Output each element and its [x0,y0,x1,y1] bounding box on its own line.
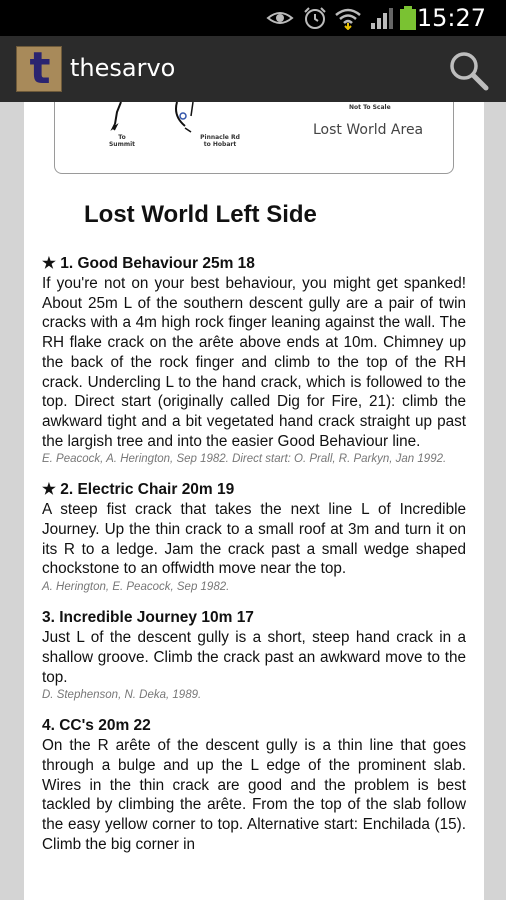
content-scroll[interactable] [0,102,506,900]
route-first-ascent: A. Herington, E. Peacock, Sep 1982. [42,581,230,594]
area-map [54,102,454,174]
section-title: Lost World Left Side [84,201,317,228]
route-description: If you're not on your best behaviour, you might get spanked! About 25m L of the southern descent gully are a pair of twin cracks with a 4m high rock finger leaning against the wall. The RH flake crack on the arête above ends at 10m. Chimney up the back of the rock finger and climb to the top of the RH crack. Undercling L to the hand crack, which is followed to the top. Direct start (originally called Dig for Fire, 21): climb the awkward tight and a bit vegetated hand crack straight up past the largish tree and into the easier Good Behaviour line. [42,275,466,450]
route-description: A steep fist crack that takes the next line L of Incredible Journey. Up the thin crack to a small roof at 3m and turn it on its R to a ledge. Jam the crack past a small wedge shaped chockstone to an offwidth move near the top. [42,501,466,578]
app-logo[interactable] [16,46,62,92]
route-heading: ★ 2. Electric Chair 20m 19 [42,481,235,499]
status-time: 15:27 [416,4,486,32]
route-list [42,254,466,868]
app-logo-letter: t [29,46,51,92]
map-summit-label: To Summit [108,134,136,148]
route-heading: 4. CC's 20m 22 [42,717,151,735]
app-title: thesarvo [70,54,176,82]
battery-icon [398,6,418,30]
alarm-icon [302,6,328,30]
status-bar [0,0,506,36]
action-bar [0,36,506,102]
route-item[interactable] [42,254,466,466]
map-pinnacle-label: Pinnacle Rd to Hobart [200,134,240,148]
map-scale-note: Not To Scale [349,104,391,111]
wifi-icon [334,6,362,30]
route-description: Just L of the descent gully is a short, steep hand crack in a shallow groove. Climb the crack past an awkward move to the top. [42,629,466,686]
route-item[interactable] [42,480,466,594]
route-item[interactable] [42,608,466,702]
guide-page [24,102,484,900]
map-area-label: Lost World Area [313,122,424,138]
route-item[interactable] [42,716,466,854]
route-description: On the R arête of the descent gully is a thin line that goes through a bulge and up the L edge of the prominent slab. Wires in the thin crack are good and the problem is best tackled by climbing the arête. From the top of the slab follow the easy yellow corner to top. Alternative start: Enchilada (15). Climb the big corner in [42,737,466,853]
search-icon[interactable] [446,48,490,92]
route-first-ascent: E. Peacock, A. Herington, Sep 1982. Direct start: O. Prall, R. Parkyn, Jan 1992. [42,453,447,466]
route-heading: 3. Incredible Journey 10m 17 [42,609,254,627]
star-icon: ★ [42,481,56,499]
signal-icon [370,6,394,30]
route-first-ascent: D. Stephenson, N. Deka, 1989. [42,689,202,702]
route-heading: ★ 1. Good Behaviour 25m 18 [42,255,255,272]
eye-icon [266,6,294,30]
star-icon: ★ [42,255,56,272]
